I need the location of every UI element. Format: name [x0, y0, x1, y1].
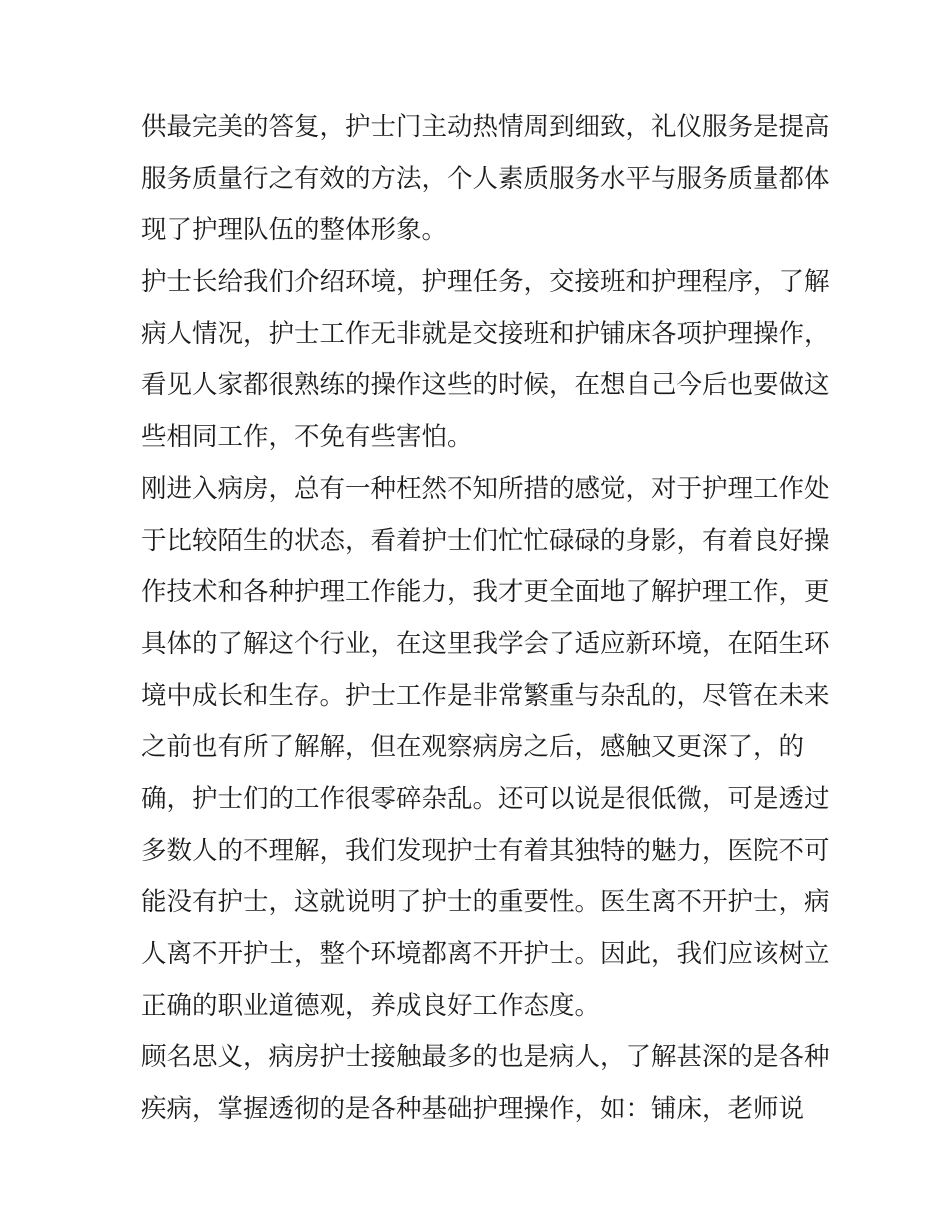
text-line: 看见人家都很熟练的操作这些的时候，在想自己今后也要做这: [141, 370, 830, 401]
text-line: 作技术和各种护理工作能力，我才更全面地了解护理工作，更: [141, 577, 830, 608]
text-line: 能没有护士，这就说明了护士的重要性。医生离不开护士，病: [141, 887, 830, 918]
text-line: 多数人的不理解，我们发现护士有着其独特的魅力，医院不可: [141, 835, 830, 866]
text-line: 确，护士们的工作很零碎杂乱。还可以说是很低微，可是透过: [141, 783, 830, 814]
text-line: 现了护理队伍的整体形象。: [141, 215, 448, 246]
text-line: 正确的职业道德观，养成良好工作态度。: [141, 990, 601, 1021]
text-line: 境中成长和生存。护士工作是非常繁重与杂乱的，尽管在未来: [141, 680, 830, 711]
text-line: 刚进入病房，总有一种枉然不知所措的感觉，对于护理工作处: [141, 473, 830, 504]
text-line: 护士长给我们介绍环境，护理任务，交接班和护理程序，了解: [141, 267, 830, 298]
text-line: 于比较陌生的状态，看着护士们忙忙碌碌的身影，有着良好操: [141, 525, 830, 556]
text-line: 具体的了解这个行业，在这里我学会了适应新环境，在陌生环: [141, 628, 830, 659]
text-line: 病人情况，护士工作无非就是交接班和护铺床各项护理操作，: [141, 318, 830, 349]
text-line: 些相同工作，不免有些害怕。: [141, 422, 473, 453]
text-line: 供最完美的答复，护士门主动热情周到细致，礼仪服务是提高: [141, 112, 830, 142]
text-line: 之前也有所了解解，但在观察病房之后，感触又更深了，的: [141, 732, 805, 763]
text-line: 顾名思义，病房护士接触最多的也是病人，了解甚深的是各种: [141, 1042, 830, 1073]
body-text: [141, 102, 830, 1136]
text-line: 人离不开护士，整个环境都离不开护士。因此，我们应该树立: [141, 939, 830, 969]
text-line: 疾病，掌握透彻的是各种基础护理操作，如：铺床，老师说: [141, 1094, 805, 1125]
text-line: 服务质量行之有效的方法，个人素质服务水平与服务质量都体: [141, 163, 830, 194]
